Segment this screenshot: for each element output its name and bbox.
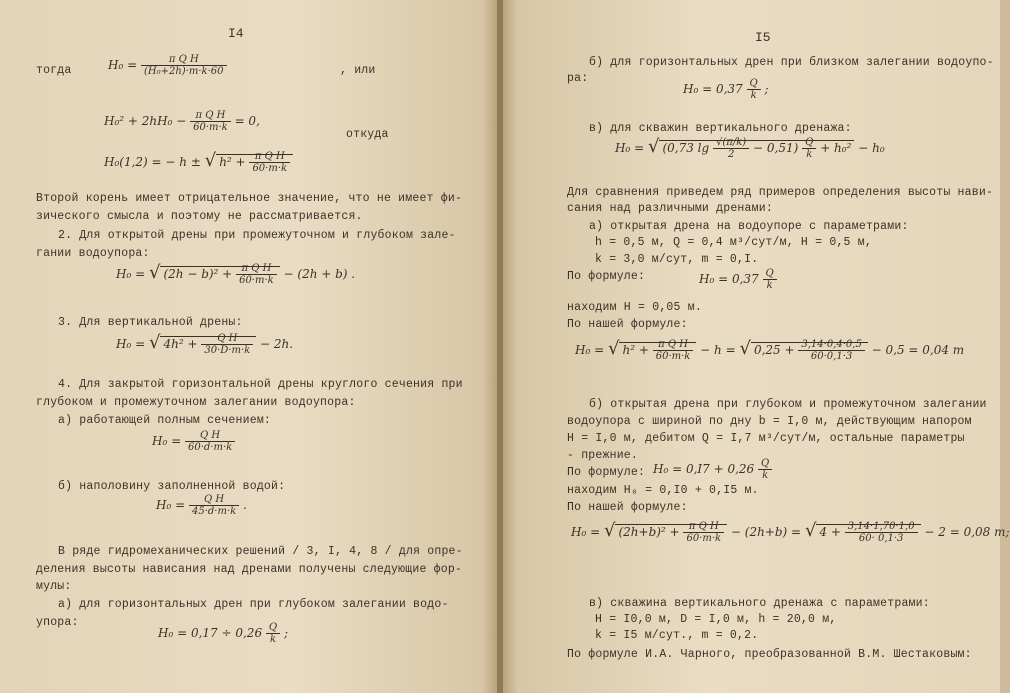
paragraph-line: сания над различными дренами: — [567, 202, 773, 215]
text-tokda: тогда — [36, 64, 72, 77]
formula-lhs: H₀(1,2) = − h ± — [104, 155, 201, 169]
numerator: π Q H — [141, 54, 227, 66]
denominator: k — [806, 149, 813, 160]
paragraph-line: По нашей формуле: — [567, 501, 688, 514]
paragraph-line: ра: — [567, 72, 589, 85]
numerator: Q — [747, 78, 761, 90]
numerator: Q H — [189, 494, 239, 506]
paragraph-line: По формуле И.А. Чарного, преобразованной В.М. Шестаковым: — [567, 648, 972, 661]
radicand: (0,73 lg — [662, 141, 710, 155]
formula-tail: + h₀² — [820, 141, 852, 155]
left-page — [0, 0, 497, 693]
paragraph-line: В ряде гидромеханических решений / 3, I, 4, 8 / для опре- — [58, 545, 463, 558]
numerator: Q — [802, 137, 816, 149]
formula-lhs: H₀ = — [575, 343, 605, 357]
formula-rhs: ; — [283, 626, 288, 640]
paragraph-line: - прежние. — [567, 449, 639, 462]
formula-2 — [104, 110, 260, 133]
paragraph-line: в) скважина вертикального дренажа с параметрами: — [589, 597, 930, 610]
formula-g2: H₀ = √ (0,73 lg $\frac{√(\pi/k)}{2}$ − 0,51) $\frac{Q}{k}$ + h₀² − h₀ — [615, 136, 885, 160]
paragraph-line: водоупора с шириной по дну b = I,0 м, действующим напором — [567, 415, 972, 428]
formula-lhs: H₀ = 0,17 ÷ 0,26 — [158, 626, 263, 640]
formula-3: H₀(1,2) = − h ± √ h² + $\frac{\text{π Q H}}{60\cdot m\cdot k}$ — [104, 150, 293, 174]
paragraph-line: 2. Для открытой дрены при промежуточном и глубоком зале- — [58, 229, 456, 242]
formula-rhs: ; — [764, 82, 769, 96]
numerator: Q H — [201, 333, 253, 345]
formula-rhs: = 0, — [234, 114, 260, 128]
paragraph-line: б) для горизонтальных дрен при близком залегании водоупо- — [589, 56, 994, 69]
text-ili: , или — [340, 64, 376, 77]
formula-7 — [156, 494, 247, 517]
page-number: I4 — [228, 26, 244, 41]
radicand: 4h² + — [163, 337, 198, 351]
formula-rhs: − h₀ — [858, 141, 885, 155]
radicand: h² + — [622, 343, 649, 357]
paragraph-line: k = I5 м/сут., m = 0,2. — [595, 629, 759, 642]
numerator: √(π/k) — [713, 137, 749, 149]
formula-lhs: H₀ = — [116, 337, 146, 351]
paragraph-line: 3. Для вертикальной дрены: — [58, 316, 243, 329]
formula-lhs: H₀ = — [108, 58, 138, 72]
denominator: 60· 0,1·3 — [858, 533, 904, 544]
denominator: 60·m·k — [239, 275, 274, 286]
denominator: 60·m·k — [193, 122, 228, 133]
denominator: 60·m·k — [655, 351, 691, 362]
numerator: π Q H — [653, 339, 694, 351]
denominator: k — [766, 280, 773, 291]
formula-lhs: H₀ = — [116, 267, 146, 281]
numerator: π Q H — [249, 151, 290, 163]
formula-lhs: H₀² + 2hH₀ − — [104, 114, 187, 128]
formula-g5 — [653, 458, 772, 481]
paragraph-line: 4. Для закрытой горизонтальной дрены круглого сечения при — [58, 378, 463, 391]
paragraph-line: в) для скважин вертикального дренажа: — [589, 122, 852, 135]
numerator: Q — [266, 622, 280, 634]
formula-rhs: . — [243, 498, 247, 512]
paragraph-line: гании водоупора: — [36, 247, 150, 260]
denominator: 30·D·m·k — [204, 345, 251, 356]
denominator: 60·m·k — [252, 163, 288, 174]
paragraph-line: Второй корень имеет отрицательное значение, что не имеет фи- — [36, 192, 463, 205]
formula-rhs: − 2h. — [260, 337, 294, 351]
radicand: (2h − b)² + — [163, 267, 233, 281]
right-page — [503, 0, 1010, 693]
text-otkuda: откуда — [346, 128, 389, 141]
formula-8 — [158, 622, 288, 645]
numerator: Q H — [185, 430, 235, 442]
numerator: Q — [758, 458, 772, 470]
paragraph-line: находим H₀ = 0,I0 + 0,I5 м. — [567, 484, 759, 497]
denominator: 60·d·m·k — [187, 442, 233, 453]
radicand: 4 + — [819, 525, 841, 539]
formula-mid: − 0,51) — [753, 141, 799, 155]
paragraph-line: а) работающей полным сечением: — [58, 414, 272, 427]
formula-rhs: − 0,5 = 0,04 m — [871, 343, 965, 357]
paragraph-line: упора: — [36, 616, 79, 629]
paragraph-line: По формуле: — [567, 466, 646, 479]
numerator: π Q H — [190, 110, 231, 122]
numerator: 3,14·0,4·0,5 — [798, 339, 864, 351]
formula-g1 — [683, 78, 769, 101]
denominator: 2 — [727, 149, 735, 160]
formula-lhs: H₀ = 0,37 — [699, 272, 759, 286]
formula-6 — [152, 430, 235, 453]
formula-4: H₀ = √ (2h − b)² + $\frac{\text{π Q H}}{60\cdot m\cdot k}$ − (2h + b) . — [116, 262, 356, 286]
numerator: π Q H — [683, 521, 724, 533]
formula-g4: H₀ = √ h² + $\frac{\text{π Q H}}{60\cdot m\cdot k}$ − h = √ 0,25 + $\frac{3,14\cdot 0,4\cdot 0,5}{60\cdot 0,1\cdot 3}$ − 0,5 = 0,04 m — [575, 338, 965, 362]
denominator: 60·0,1·3 — [810, 351, 853, 362]
paragraph-line: находим H = 0,05 м. — [567, 301, 702, 314]
radicand: h² + — [219, 155, 246, 169]
formula-1 — [108, 54, 227, 77]
denominator: k — [269, 634, 277, 645]
formula-rhs: − 2 = 0,08 m; — [924, 525, 1010, 539]
formula-rhs: − (2h + b) . — [283, 267, 356, 281]
paragraph-line: деления высоты нависания над дренами получены следующие фор- — [36, 563, 463, 576]
paragraph-line: б) открытая дрена при глубоком и промежуточном залегании — [589, 398, 987, 411]
paragraph-line: мулы: — [36, 580, 72, 593]
formula-lhs: H₀ = 0,37 — [683, 82, 743, 96]
formula-g3 — [699, 268, 777, 291]
denominator: 60·m·k — [686, 533, 722, 544]
paragraph-line: а) для горизонтальных дрен при глубоком залегании водо- — [58, 598, 449, 611]
numerator: Q — [763, 268, 777, 280]
paragraph-line: а) открытая дрена на водоупоре с параметрами: — [589, 220, 909, 233]
paragraph-line: Для сравнения приведем ряд примеров определения высоты нави- — [567, 186, 994, 199]
paragraph-line: h = 0,5 м, Q = 0,4 м³/сут/м, H = 0,5 м, — [595, 236, 872, 249]
formula-lhs: H₀ = — [156, 498, 186, 512]
formula-g6: H₀ = √ (2h+b)² + $\frac{\text{π Q H}}{60\cdot m\cdot k}$ − (2h+b) = √ 4 + $\frac{3,14\cdot 1,70\cdot 1,0}{60\cdot 0,1\cdot 3}$ − 2 = 0,08 m; — [571, 520, 1010, 544]
page-number: I5 — [755, 30, 771, 45]
denominator: k — [750, 90, 757, 101]
numerator: π Q H — [236, 263, 277, 275]
paragraph-line: H = I0,0 м, D = I,0 м, h = 20,0 м, — [595, 613, 837, 626]
paragraph-line: k = 3,0 м/сут, m = 0,I. — [595, 253, 759, 266]
paragraph-line: По нашей формуле: — [567, 318, 688, 331]
radicand: (2h+b)² + — [618, 525, 680, 539]
denominator: 45·d·m·k — [191, 506, 237, 517]
paragraph-line: По формуле: — [567, 270, 646, 283]
formula-lhs: H₀ = 0,I7 + 0,26 — [653, 462, 755, 476]
paragraph-line: глубоком и промежуточном залегании водоупора: — [36, 396, 356, 409]
paragraph-line: зического смысла и поэтому не рассматривается. — [36, 210, 363, 223]
formula-lhs: H₀ = — [615, 141, 645, 155]
paragraph-line: б) наполовину заполненной водой: — [58, 480, 286, 493]
formula-mid: − (2h+b) = — [730, 525, 802, 539]
formula-5: H₀ = √ 4h² + $\frac{\text{Q H}}{30\cdot D\cdot m\cdot k}$ − 2h. — [116, 332, 294, 356]
formula-lhs: H₀ = — [152, 434, 182, 448]
denominator: k — [762, 470, 769, 481]
paragraph-line: H = I,0 м, дебитом Q = I,7 м³/сут/м, остальные параметры — [567, 432, 965, 445]
formula-mid: − h = — [700, 343, 736, 357]
formula-lhs: H₀ = — [571, 525, 601, 539]
denominator: (H₀+2h)·m·k·60 — [143, 66, 224, 77]
numerator: 3,14·1,70·1,0 — [845, 521, 918, 533]
radicand: 0,25 + — [753, 343, 795, 357]
